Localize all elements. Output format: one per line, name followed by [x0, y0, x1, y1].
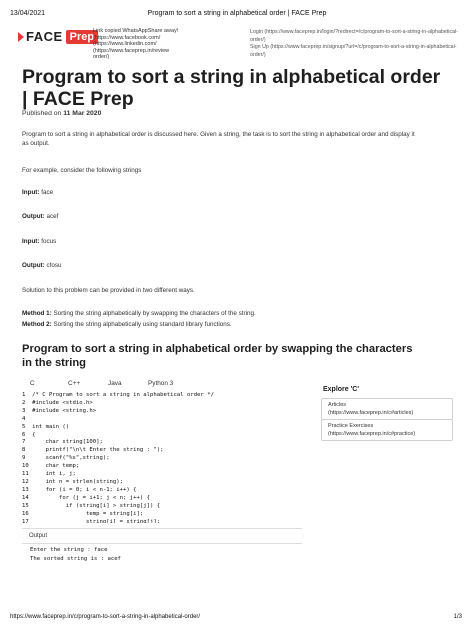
- output-console: Enter the string : face The sorted string is : acef: [30, 547, 121, 562]
- print-page-number: 1/3: [453, 614, 462, 620]
- explore-practice-link[interactable]: Practice Exercises (https://www.faceprep.in/c#practice): [321, 419, 453, 441]
- print-footer-url: https://www.faceprep.in/c/program-to-sort-a-string-in-alphabetical-order/: [10, 614, 201, 620]
- logo-arrow-icon: [18, 32, 24, 42]
- share-line: order/): [93, 54, 110, 60]
- code-editor[interactable]: [22, 392, 304, 523]
- share-review-link[interactable]: (https://www.faceprep.in/review: [93, 47, 170, 54]
- login-link[interactable]: Login (https://www.faceprep.in/login/?redirect=/c/program-to-sort-a-string-in-alphabetical-order/): [250, 29, 458, 43]
- share-line: Link copied WhatsAppShare away!: [93, 28, 179, 34]
- intro-paragraph: Program to sort a string in alphabetical order is discussed here. Given a string, the task is to sort the string in alphabetical order and display it as output.: [22, 131, 415, 147]
- print-date: 13/04/2021: [10, 10, 46, 17]
- example-intro: For example, consider the following strings: [22, 167, 142, 174]
- tab-java[interactable]: Java: [108, 380, 122, 387]
- logo-face-text: FACE: [26, 29, 63, 44]
- print-page-title: Program to sort a string in alphabetical order | FACE Prep: [147, 10, 327, 17]
- output-label: Output: [29, 533, 48, 539]
- logo-prep-badge: Prep: [66, 30, 98, 44]
- tab-python3[interactable]: Python 3: [148, 380, 174, 387]
- signup-link[interactable]: Sign Up (https://www.faceprep.in/signup/?url=/c/program-to-sort-a-string-in-alphabetical-order/): [250, 44, 457, 58]
- article-title: Program to sort a string in alphabetical order | FACE Prep: [22, 66, 441, 110]
- output-header: [22, 528, 302, 544]
- published-date: Published on 11 Mar 2020: [22, 110, 102, 117]
- auth-links: [250, 29, 464, 59]
- explore-articles-link[interactable]: Articles (https://www.faceprep.in/c#articles): [321, 398, 453, 420]
- solution-intro: Solution to this problem can be provided in two different ways.: [22, 287, 195, 294]
- share-links[interactable]: [93, 28, 228, 61]
- section-heading: Program to sort a string in alphabetical order by swapping the characters in the string: [22, 343, 413, 369]
- explore-heading: Explore 'C': [323, 386, 360, 393]
- example-output-1: Output: acef: [22, 213, 59, 220]
- method-1: Method 1: Sorting the string alphabetically by swapping the characters of the string.: [22, 310, 256, 317]
- face-prep-logo[interactable]: [18, 29, 98, 44]
- share-facebook-link[interactable]: (https://www.facebook.com/: [93, 34, 161, 41]
- language-tabs: [30, 380, 173, 387]
- example-input-1: Input: face: [22, 189, 54, 196]
- code-listing: 1 /* C Program to sort a string in alphabetical order */ 2 #include <stdio.h> 3 #include <string.h> 4 5 int main () 6 { 7 char string[100]; 8 printf("\n\t Enter the string : "); 9 scanf("%s",string); 10 char temp; 11 int i, j; 12 int n = strlen(string); 13 for (i = 0; i < n-1; i++) { 14 for (j = i+1; j < n; j++) { 15 if (string[i] > string[j]) { 16 temp = string[i]; 17 string[i] = string[j];: [22, 392, 214, 523]
- method-2: Method 2: Sorting the string alphabetically using standard library functions.: [22, 321, 232, 328]
- share-linkedin-link[interactable]: (https://www.linkedin.com/: [93, 41, 157, 47]
- example-input-2: Input: focus: [22, 238, 57, 245]
- example-output-2: Output: cfosu: [22, 262, 62, 269]
- tab-cpp[interactable]: C++: [68, 380, 81, 387]
- tab-c[interactable]: C: [30, 380, 35, 387]
